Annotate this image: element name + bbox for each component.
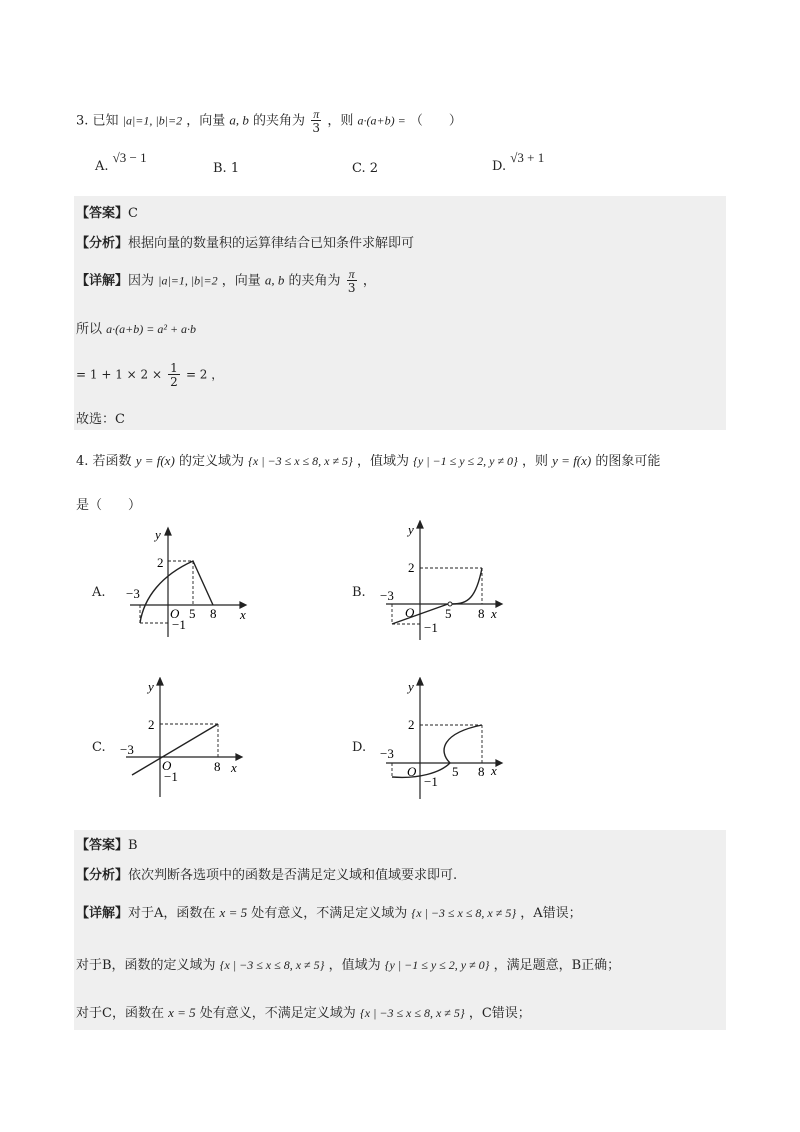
detail-text: 对于B，函数的定义域为	[76, 958, 216, 973]
origin-label: O	[170, 606, 180, 621]
q4-detail-line-2	[76, 954, 620, 973]
tick-neg1: −1	[424, 774, 438, 789]
answer-tag: 【答案】	[76, 838, 129, 853]
detail-tag: 【详解】	[76, 273, 129, 289]
option-value: 1	[230, 161, 240, 176]
q3-three: 3	[312, 121, 321, 135]
analysis-text: 依次判断各选项中的函数是否满足定义域和值域要求即可.	[128, 868, 458, 883]
tick-8: 8	[478, 764, 485, 779]
q4-analysis	[76, 864, 457, 883]
answer-tag: 【答案】	[76, 206, 129, 221]
q3-vectors: a, b	[229, 112, 249, 128]
origin-label: O	[407, 764, 417, 779]
tick-neg3: −3	[126, 586, 140, 601]
conclusion-text: 故选：C	[76, 412, 125, 427]
axis-x-label: x	[240, 607, 246, 622]
option-value: √3 − 1	[112, 150, 147, 165]
detail-fraction	[347, 268, 357, 294]
option-label: B.	[213, 161, 227, 176]
q4-text: 是（ ）	[76, 498, 142, 513]
q4-text: 的定义域为	[178, 454, 244, 469]
q3-stem	[76, 108, 462, 134]
axis-y-label: y	[408, 679, 414, 694]
detail-math: {y | −1 ≤ y ≤ 2, y ≠ 0}	[384, 958, 490, 972]
tick-2: 2	[148, 717, 155, 732]
option-value: √3 + 1	[510, 150, 545, 165]
axis-x-label: x	[491, 606, 497, 621]
tick-5: 5	[445, 606, 452, 621]
tick-2: 2	[408, 560, 415, 575]
detail-text: 的夹角为	[288, 273, 341, 289]
answer-value: B	[128, 838, 138, 853]
q3-option-b	[213, 161, 239, 176]
tick-8: 8	[210, 606, 217, 621]
q3-condition: |a|=1, |b|=2	[122, 113, 183, 128]
q3-mid: ，向量	[186, 113, 226, 129]
answer-value: C	[128, 206, 138, 221]
q4-math: y = f(x)	[135, 453, 175, 468]
q3-pi: π	[313, 107, 320, 121]
option-value: 2	[369, 161, 379, 176]
q3-option-c	[352, 161, 378, 176]
detail-fraction	[168, 362, 180, 388]
q4-stem-line-1	[76, 450, 660, 469]
detail-math: = 1 + 1 × 2 ×	[76, 367, 163, 382]
origin-label: O	[162, 758, 172, 773]
detail-text: 因为	[128, 273, 155, 289]
q3-detail-line-2	[76, 318, 196, 337]
detail-tag: 【详解】	[76, 906, 129, 921]
axis-y-label: y	[408, 522, 414, 537]
option-label: A.	[95, 159, 109, 174]
q3-angle-fraction	[311, 108, 321, 134]
q4-math: y = f(x)	[552, 453, 592, 468]
detail-math: {x | −3 ≤ x ≤ 8, x ≠ 5}	[219, 958, 325, 972]
axis-y-label: y	[148, 679, 154, 694]
q3-option-d	[492, 150, 545, 174]
detail-text: 所以	[76, 322, 103, 337]
q3-then: ，则	[327, 113, 354, 129]
graph-a	[122, 525, 252, 640]
tick-neg1: −1	[424, 620, 438, 635]
q4-text: 的图象可能	[595, 454, 661, 469]
q4-answer	[76, 834, 138, 853]
tick-8: 8	[214, 759, 221, 774]
tick-neg1: −1	[172, 617, 186, 632]
detail-math: |a|=1, |b|=2	[158, 273, 218, 288]
graph-c	[118, 677, 248, 802]
q3-angle-text: 的夹角为	[253, 113, 306, 129]
option-label: C.	[352, 161, 366, 176]
detail-text: ，C错误；	[468, 1006, 531, 1021]
tick-5: 5	[452, 764, 459, 779]
q4-solution-block	[74, 830, 726, 1030]
q4-text: 若函数	[92, 454, 132, 469]
q3-detail-line-1	[76, 268, 376, 294]
fraction-den: 2	[170, 375, 178, 389]
tick-neg1: −1	[164, 769, 178, 784]
axis-y-label: y	[155, 527, 161, 542]
q3-paren: （ ）	[409, 113, 462, 129]
fraction-num: π	[348, 267, 355, 281]
tick-2: 2	[157, 555, 164, 570]
q4-text: ，则	[522, 454, 549, 469]
analysis-text: 根据向量的数量积的运算律结合已知条件求解即可	[128, 236, 415, 251]
q3-stem-pre: 已知	[92, 113, 119, 129]
detail-math: a·(a+b) = a² + a·b	[106, 322, 197, 336]
graph-b-label: B.	[352, 585, 366, 600]
detail-text: ，A错误；	[520, 906, 582, 921]
detail-text: ，值域为	[328, 958, 381, 973]
detail-text: 处有意义，不满足定义域为	[199, 1006, 356, 1021]
tick-neg3: −3	[380, 746, 394, 761]
q3-answer	[76, 202, 138, 221]
detail-text: 对于C，函数在	[76, 1006, 164, 1021]
detail-math: a, b	[264, 272, 285, 288]
q4-detail-line-3	[76, 1002, 531, 1021]
q4-stem-line-2	[76, 494, 141, 513]
origin-label: O	[405, 605, 415, 620]
q3-conclusion	[76, 408, 125, 427]
graph-d	[378, 677, 508, 802]
detail-text: 对于A，函数在	[128, 906, 216, 921]
q3-option-a	[95, 150, 147, 174]
detail-math: x = 5	[168, 1005, 196, 1020]
detail-math: {x | −3 ≤ x ≤ 8, x ≠ 5}	[359, 1006, 465, 1020]
q4-number: 4.	[76, 454, 89, 469]
axis-x-label: x	[491, 763, 497, 778]
q4-text: ，值域为	[356, 454, 409, 469]
detail-text: 处有意义，不满足定义域为	[251, 906, 408, 921]
detail-math: = 2 ，	[185, 367, 224, 382]
graph-a-label: A.	[92, 585, 106, 600]
tick-neg3: −3	[380, 588, 394, 603]
detail-text: ，	[362, 273, 376, 289]
q3-analysis	[76, 232, 414, 251]
detail-text: ，向量	[221, 273, 261, 289]
q4-detail-line-1	[76, 902, 582, 921]
option-label: D.	[492, 159, 507, 174]
graph-d-label: D.	[352, 740, 367, 755]
detail-math: {x | −3 ≤ x ≤ 8, x ≠ 5}	[411, 906, 517, 920]
graph-b	[378, 520, 508, 645]
q3-detail-line-3	[76, 362, 223, 388]
analysis-tag: 【分析】	[76, 868, 129, 883]
detail-math: x = 5	[219, 905, 248, 920]
axis-x-label: x	[231, 760, 237, 775]
graph-c-label: C.	[92, 740, 106, 755]
fraction-den: 3	[347, 281, 356, 295]
analysis-tag: 【分析】	[76, 236, 129, 251]
fraction-num: 1	[170, 361, 178, 375]
q3-number: 3.	[76, 113, 89, 129]
tick-neg3: −3	[120, 742, 134, 757]
tick-5: 5	[189, 606, 196, 621]
q4-domain: {x | −3 ≤ x ≤ 8, x ≠ 5}	[248, 454, 353, 468]
tick-2: 2	[408, 717, 415, 732]
detail-text: ，满足题意，B正确；	[493, 958, 621, 973]
tick-8: 8	[478, 606, 485, 621]
q4-range: {y | −1 ≤ y ≤ 2, y ≠ 0}	[413, 454, 518, 468]
q3-expression: a·(a+b) =	[357, 113, 406, 128]
